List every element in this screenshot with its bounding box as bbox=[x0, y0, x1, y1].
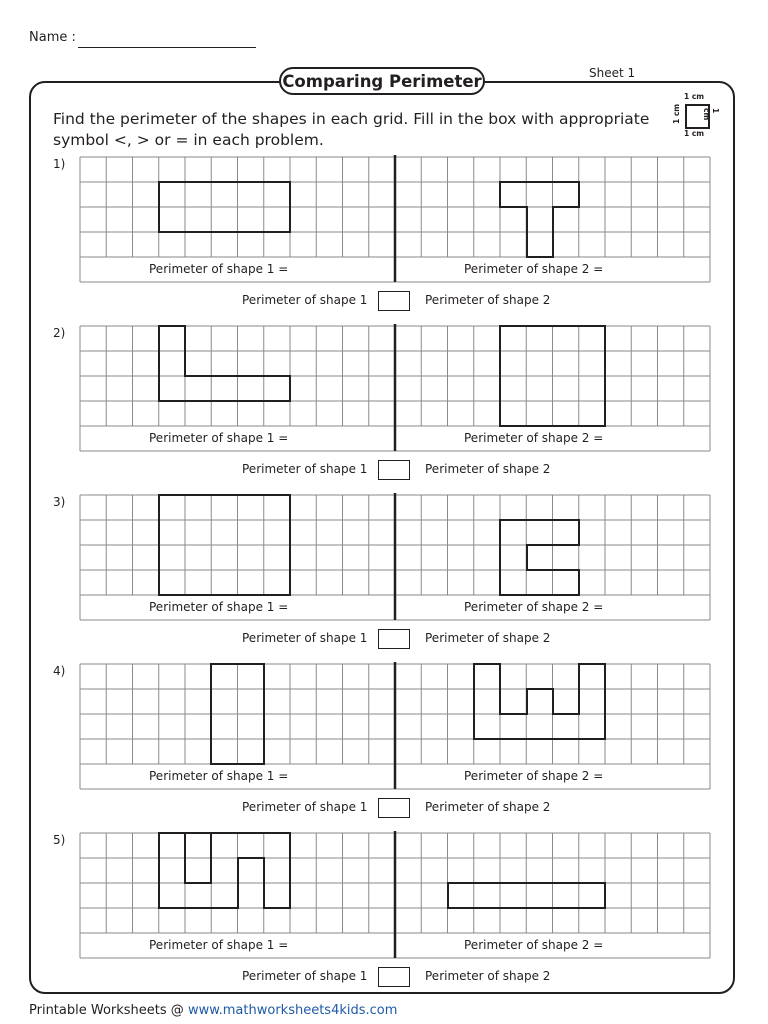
shape1-perimeter-label: Perimeter of shape 1 = bbox=[149, 938, 289, 952]
compare-left-label: Perimeter of shape 1 bbox=[242, 462, 368, 476]
legend-right-label: 1 cm bbox=[702, 108, 720, 121]
problem-4 bbox=[0, 664, 768, 833]
name-label: Name : bbox=[29, 30, 76, 45]
worksheet-title: Comparing Perimeter bbox=[279, 67, 485, 95]
compare-left-label: Perimeter of shape 1 bbox=[242, 969, 368, 983]
name-line[interactable] bbox=[78, 47, 256, 48]
shape-2 bbox=[474, 664, 605, 739]
problem-number: 4) bbox=[53, 664, 66, 678]
compare-right-label: Perimeter of shape 2 bbox=[425, 969, 551, 983]
problem-3 bbox=[0, 495, 768, 664]
compare-right-label: Perimeter of shape 2 bbox=[425, 462, 551, 476]
problem-number: 3) bbox=[53, 495, 66, 509]
shape-1 bbox=[159, 326, 290, 401]
shape2-perimeter-label: Perimeter of shape 2 = bbox=[464, 938, 604, 952]
unit-legend bbox=[672, 90, 736, 140]
compare-right-label: Perimeter of shape 2 bbox=[425, 631, 551, 645]
compare-right-label: Perimeter of shape 2 bbox=[425, 293, 551, 307]
instructions: Find the perimeter of the shapes in each grid. Fill in the box with appropriate symbol <, > or = in each problem. bbox=[53, 110, 650, 149]
answer-box[interactable] bbox=[378, 967, 410, 987]
shape1-perimeter-label: Perimeter of shape 1 = bbox=[149, 262, 289, 276]
problem-5 bbox=[0, 833, 768, 1002]
legend-top-label: 1 cm bbox=[684, 92, 705, 101]
problem-number: 2) bbox=[53, 326, 66, 340]
shape1-perimeter-label: Perimeter of shape 1 = bbox=[149, 769, 289, 783]
answer-box[interactable] bbox=[378, 629, 410, 649]
shape-2 bbox=[500, 182, 579, 257]
footer-link[interactable]: www.mathworksheets4kids.com bbox=[187, 1003, 398, 1018]
shape-1 bbox=[159, 833, 290, 908]
answer-box[interactable] bbox=[378, 291, 410, 311]
shape-1-outline bbox=[159, 833, 290, 908]
shape2-perimeter-label: Perimeter of shape 2 = bbox=[464, 431, 604, 445]
shape1-perimeter-label: Perimeter of shape 1 = bbox=[149, 600, 289, 614]
legend-left-label: 1 cm bbox=[672, 103, 681, 124]
shape-2 bbox=[500, 520, 579, 595]
sheet-label: Sheet 1 bbox=[589, 66, 636, 80]
compare-left-label: Perimeter of shape 1 bbox=[242, 293, 368, 307]
problem-number: 5) bbox=[53, 833, 66, 847]
problem-2 bbox=[0, 326, 768, 495]
shape1-perimeter-label: Perimeter of shape 1 = bbox=[149, 431, 289, 445]
footer bbox=[29, 1003, 397, 1018]
problem-number: 1) bbox=[53, 157, 66, 171]
shape2-perimeter-label: Perimeter of shape 2 = bbox=[464, 262, 604, 276]
footer-prefix: Printable Worksheets @ bbox=[29, 1003, 188, 1018]
shape2-perimeter-label: Perimeter of shape 2 = bbox=[464, 600, 604, 614]
compare-right-label: Perimeter of shape 2 bbox=[425, 800, 551, 814]
problem-1 bbox=[0, 157, 768, 326]
compare-left-label: Perimeter of shape 1 bbox=[242, 631, 368, 645]
answer-box[interactable] bbox=[378, 460, 410, 480]
answer-box[interactable] bbox=[378, 798, 410, 818]
compare-left-label: Perimeter of shape 1 bbox=[242, 800, 368, 814]
shape2-perimeter-label: Perimeter of shape 2 = bbox=[464, 769, 604, 783]
legend-bottom-label: 1 cm bbox=[684, 129, 705, 138]
